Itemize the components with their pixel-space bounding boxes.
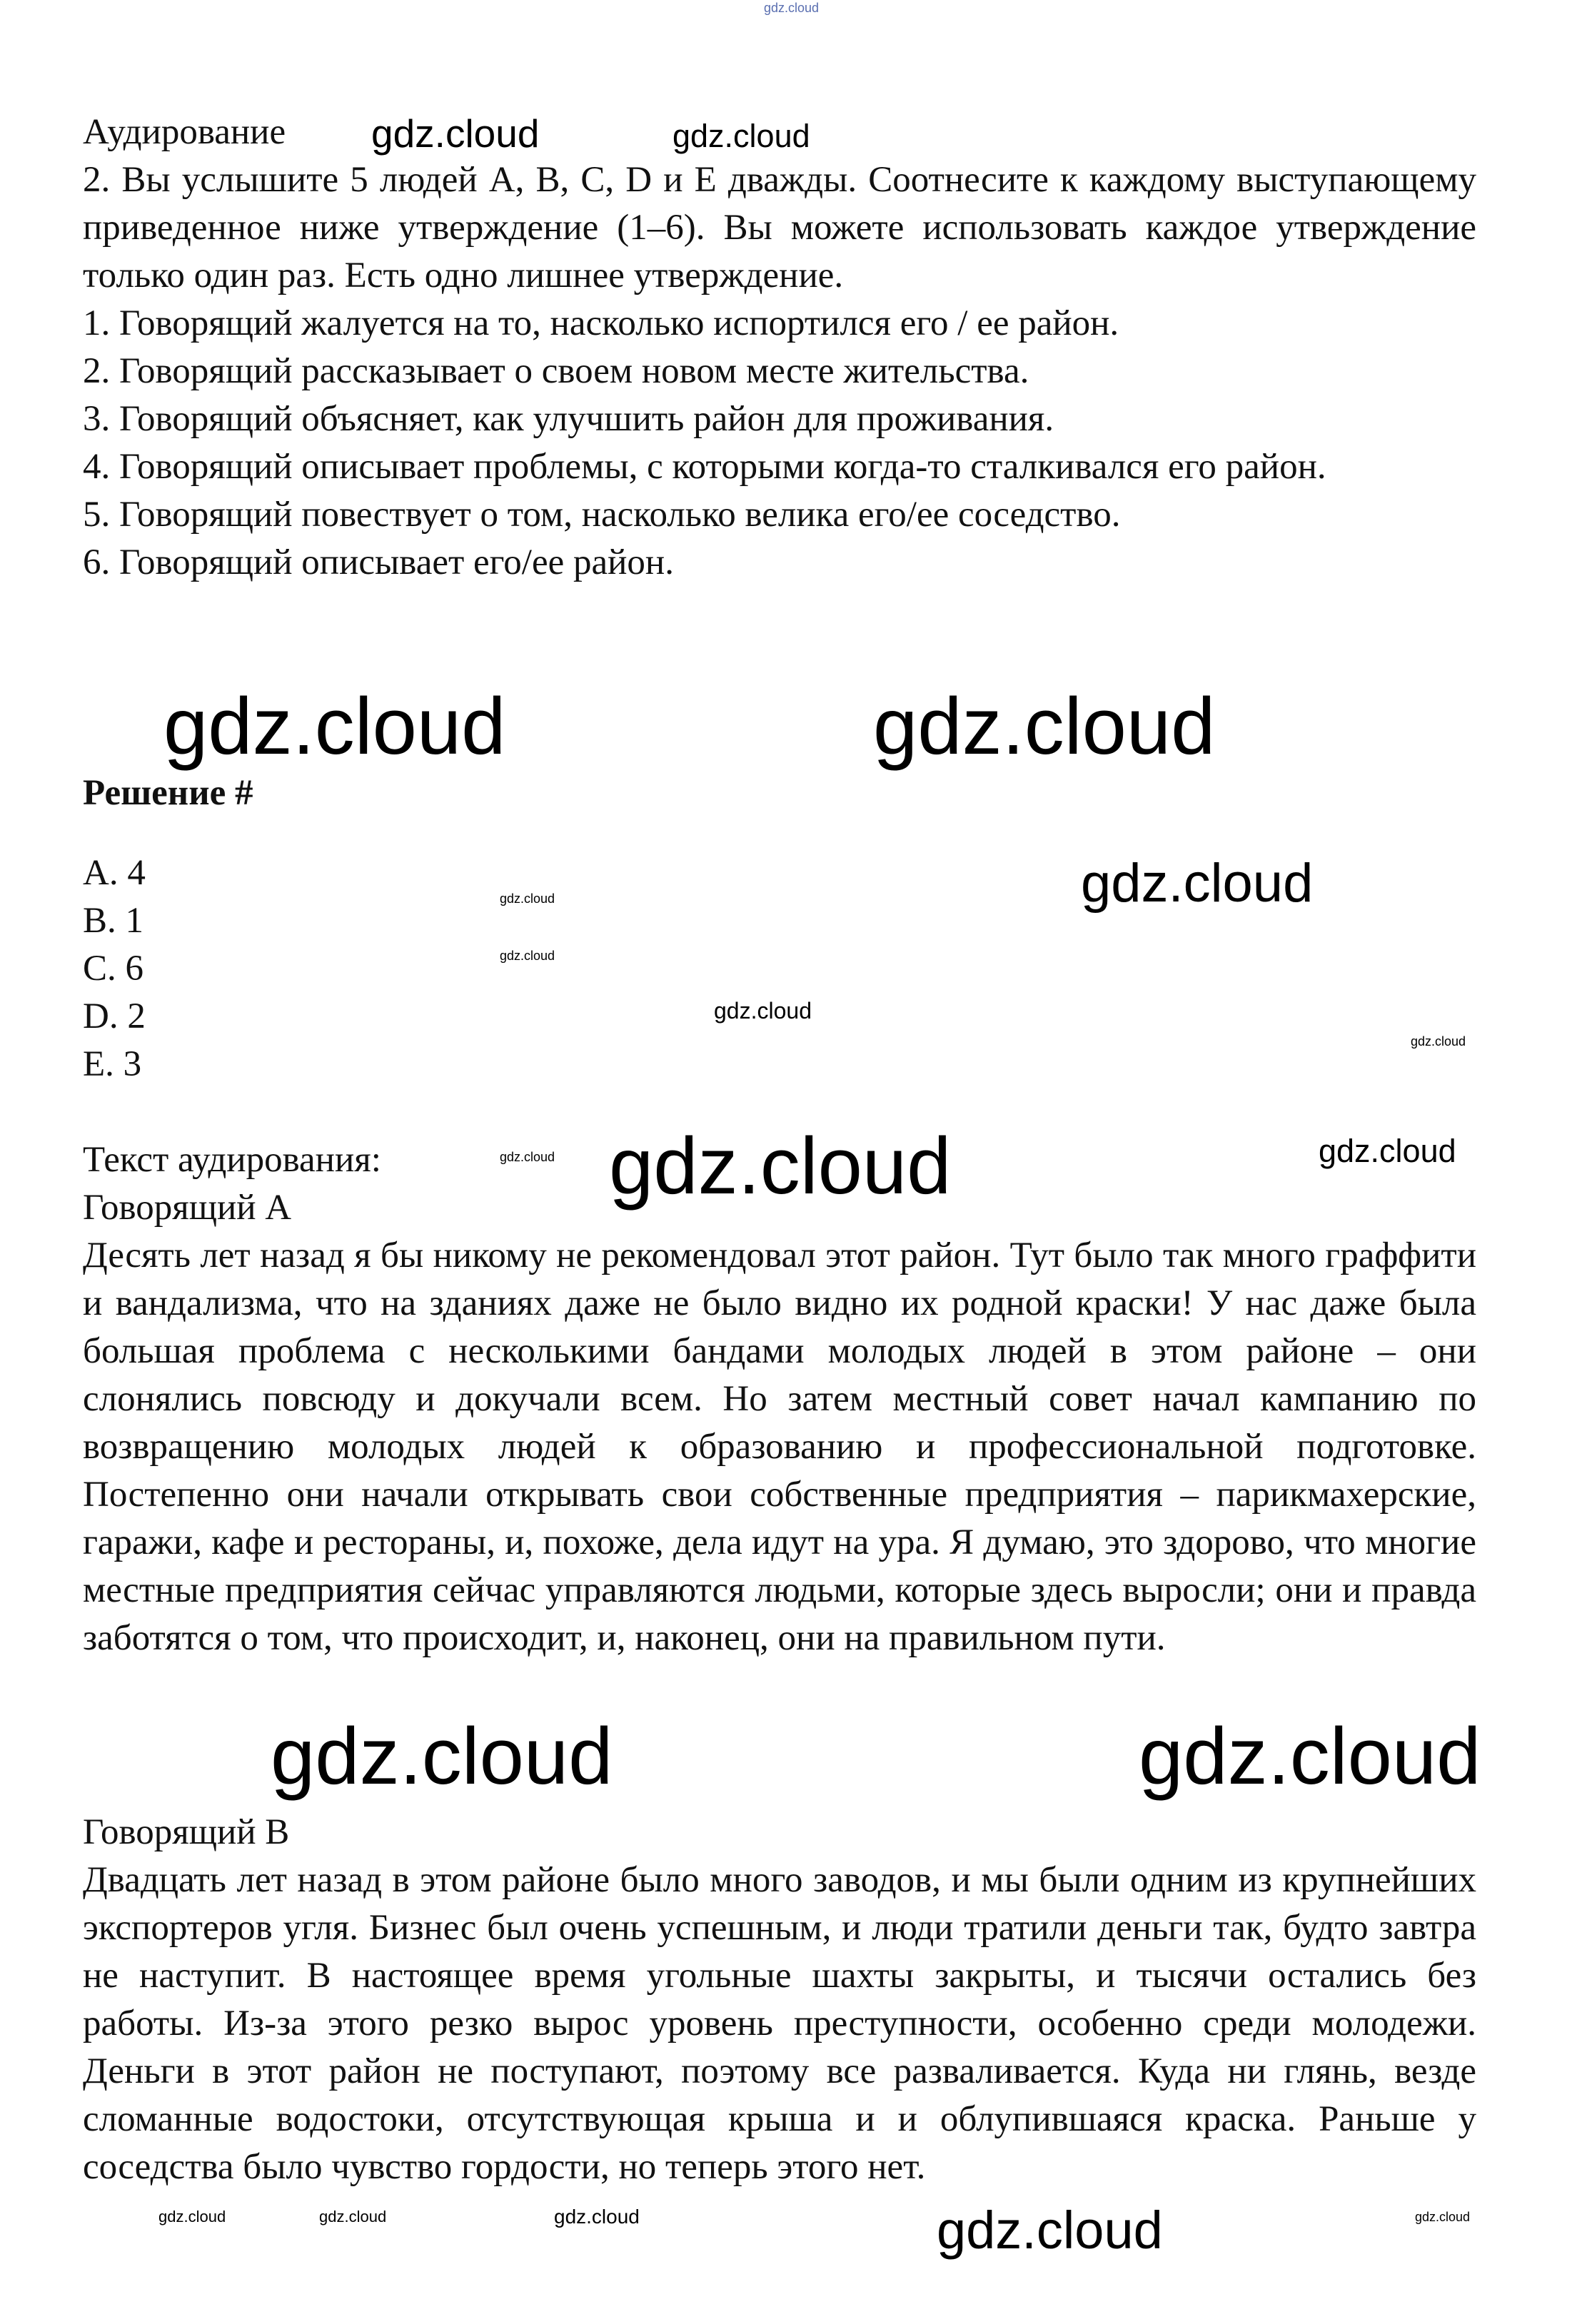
watermark: gdz.cloud bbox=[714, 998, 812, 1024]
watermark: gdz.cloud bbox=[937, 2201, 1163, 2260]
watermark: gdz.cloud bbox=[764, 1, 820, 15]
answer-a: A. 4 bbox=[83, 853, 146, 893]
watermark: gdz.cloud bbox=[158, 2208, 226, 2226]
task-section bbox=[83, 108, 1476, 587]
watermark: gdz.cloud bbox=[1415, 2210, 1471, 2224]
watermark: gdz.cloud bbox=[500, 1150, 555, 1164]
transcript-section bbox=[83, 1133, 1476, 1662]
watermark: gdz.cloud bbox=[500, 891, 555, 906]
speaker-b-name: Говорящий B bbox=[83, 1812, 290, 1852]
speaker-a-text: Десять лет назад я бы никому не рекомендовал этот район. Тут было так много граффити и вандализма, что на зданиях даже не было видно их родной краски! У нас даже была большая проблема с несколькими бандами молодых людей в этом районе – они слонялись повсюду и докучали всем. Но затем местный совет начал кампанию по возвращению молодых людей к образованию и профессиональной подготовке. Постепенно они начали открывать свои собственные предприятия – парикмахерские, гаражи, кафе и рестораны, и, похоже, дела идут на ура. Я думаю, это здорово, что многие местные предприятия сейчас управляются людьми, которые здесь выросли; они и правда заботятся о том, что происходит, и, наконец, они на правильном пути. bbox=[83, 1236, 1476, 1658]
solution-heading: Решение # bbox=[83, 773, 253, 813]
speaker-b-text: Двадцать лет назад в этом районе было много заводов, и мы были одним из крупнейших экспортеров угля. Бизнес был очень успешным, и люди тратили деньги так, будто завтра не наступит. В настоящее время угольные шахты закрыты, и тысячи остались без работы. Из-за этого резко вырос уровень преступности, особенно среди молодежи. Деньги в этот район не поступают, поэтому все разваливается. Куда ни глянь, везде сломанные водостоки, отсутствующая крыша и и облупившаяся краска. Раньше у соседства было чувство гордости, но теперь этого нет. bbox=[83, 1860, 1476, 2187]
watermark: gdz.cloud bbox=[672, 118, 810, 154]
statement-4: 4. Говорящий описывает проблемы, с которыми когда-то сталкивался его район. bbox=[83, 447, 1326, 487]
watermark: gdz.cloud bbox=[1319, 1133, 1456, 1169]
watermark: gdz.cloud bbox=[1139, 1712, 1481, 1801]
speaker-b-section bbox=[83, 1809, 1476, 2191]
answer-c: C. 6 bbox=[83, 949, 144, 989]
answer-e: E. 3 bbox=[83, 1044, 142, 1084]
answer-b: B. 1 bbox=[83, 901, 144, 941]
answer-d: D. 2 bbox=[83, 996, 146, 1036]
transcript-heading: Текст аудирования: bbox=[83, 1140, 381, 1180]
watermark: gdz.cloud bbox=[371, 111, 540, 156]
watermark: gdz.cloud bbox=[163, 682, 506, 771]
watermark: gdz.cloud bbox=[873, 682, 1216, 771]
watermark: gdz.cloud bbox=[554, 2206, 640, 2228]
statement-5: 5. Говорящий повествует о том, насколько велика его/ее соседство. bbox=[83, 495, 1121, 535]
watermark: gdz.cloud bbox=[319, 2208, 387, 2226]
watermark: gdz.cloud bbox=[1411, 1034, 1466, 1049]
solution-section bbox=[83, 769, 1476, 1088]
task-instruction: 2. Вы услышите 5 людей A, B, C, D и E дважды. Соотнесите к каждому выступающему приведенное ниже утверждение (1–6). Вы можете использовать каждое утверждение только один раз. Есть одно лишнее утверждение. bbox=[83, 160, 1476, 295]
section-title: Аудирование bbox=[83, 112, 286, 152]
statement-3: 3. Говорящий объясняет, как улучшить район для проживания. bbox=[83, 399, 1054, 439]
statement-1: 1. Говорящий жалуется на то, насколько испортился его / ее район. bbox=[83, 303, 1119, 343]
watermark: gdz.cloud bbox=[271, 1712, 613, 1801]
statement-2: 2. Говорящий рассказывает о своем новом месте жительства. bbox=[83, 351, 1029, 391]
watermark: gdz.cloud bbox=[500, 949, 555, 963]
watermark: gdz.cloud bbox=[1081, 853, 1314, 914]
watermark: gdz.cloud bbox=[609, 1121, 952, 1211]
statement-6: 6. Говорящий описывает его/ее район. bbox=[83, 542, 674, 582]
speaker-a-name: Говорящий A bbox=[83, 1188, 292, 1228]
